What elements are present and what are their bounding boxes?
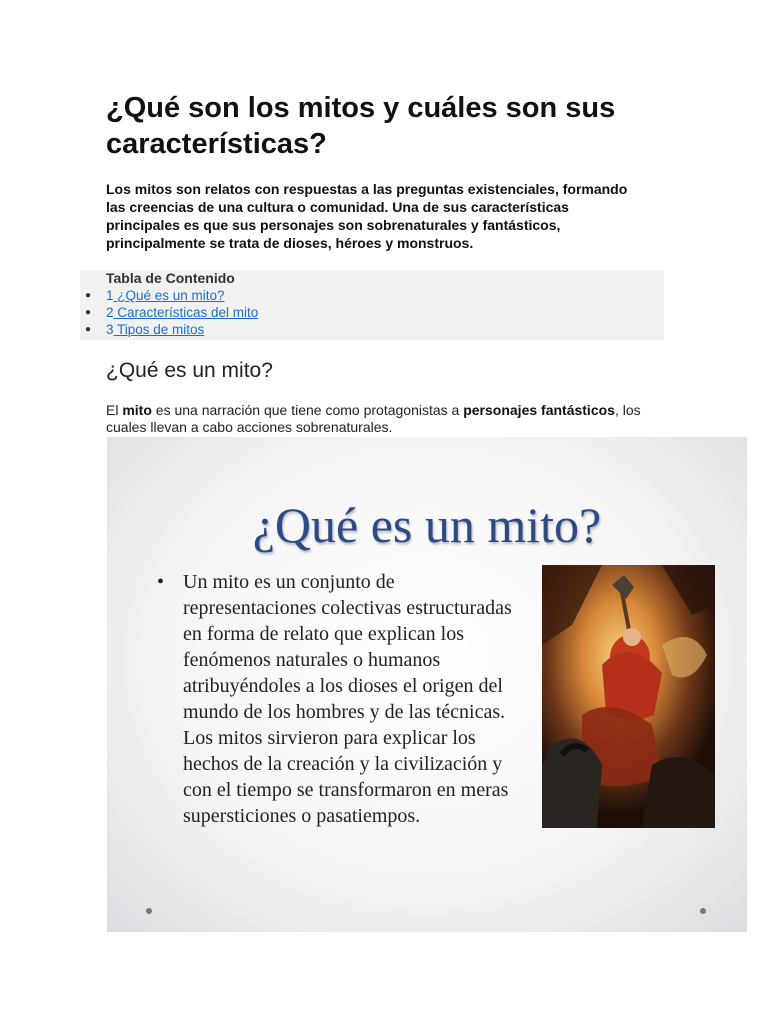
- toc-list: [80, 287, 258, 338]
- toc-number: 2: [106, 305, 114, 320]
- section-heading: ¿Qué es un mito?: [106, 359, 273, 382]
- toc-number: 3: [106, 322, 114, 337]
- slide-bullet-text: Un mito es un conjunto de representaciones colectivas estructuradas en forma de relato que explican los fenómenos naturales o humanos atribuyéndoles a los dioses el origen del mundo de los hombres y de las técnicas. Los mitos sirvieron para explicar los hechos de la creación y la civilización y con el tiempo se transformaron en meras supersticiones o pasatiempos.: [183, 571, 512, 827]
- toc-link-tipos-de-mitos[interactable]: [106, 322, 204, 337]
- toc-item: [80, 287, 258, 304]
- slide-image: [107, 437, 747, 932]
- bullet-icon: ●: [85, 290, 92, 301]
- table-of-contents: [80, 270, 664, 340]
- toc-link-caracteristicas[interactable]: [106, 305, 258, 320]
- paragraph-text: , los cuales llevan a cabo acciones sobrenaturales.: [106, 402, 641, 435]
- slide-title: ¿Qué es un mito?: [252, 497, 602, 553]
- page-title: ¿Qué son los mitos y cuáles son sus características?: [106, 92, 616, 160]
- paragraph-text: es una narración que tiene como protagonistas a: [151, 402, 464, 418]
- paragraph-bold-term: personajes fantásticos: [463, 402, 615, 418]
- toc-number: 1: [106, 288, 114, 303]
- bullet-icon: ●: [85, 324, 92, 335]
- slide-dot-left: [146, 908, 152, 914]
- thor-painting-image: [542, 565, 715, 828]
- intro-summary: Los mitos son relatos con respuestas a las preguntas existenciales, formando las creencias de una cultura o comunidad. Una de sus características principales es que sus personajes son sobrenaturales y fantásticos, principalmente se trata de dioses, héroes y monstruos.: [106, 181, 628, 251]
- bullet-icon: ●: [85, 307, 92, 318]
- toc-label: ¿Qué es un mito?: [113, 288, 225, 303]
- toc-label: Características del mito: [113, 305, 259, 320]
- slide-dot-right: [700, 908, 706, 914]
- toc-title: Tabla de Contenido: [106, 270, 235, 286]
- toc-label: Tipos de mitos: [113, 322, 205, 337]
- toc-item: [80, 321, 258, 338]
- paragraph-bold-term: mito: [122, 402, 152, 418]
- bullet-icon: •: [157, 571, 165, 593]
- section-paragraph: [106, 402, 666, 436]
- toc-link-que-es-un-mito[interactable]: [106, 288, 225, 303]
- paragraph-text: El: [106, 402, 123, 418]
- toc-item: [80, 304, 258, 321]
